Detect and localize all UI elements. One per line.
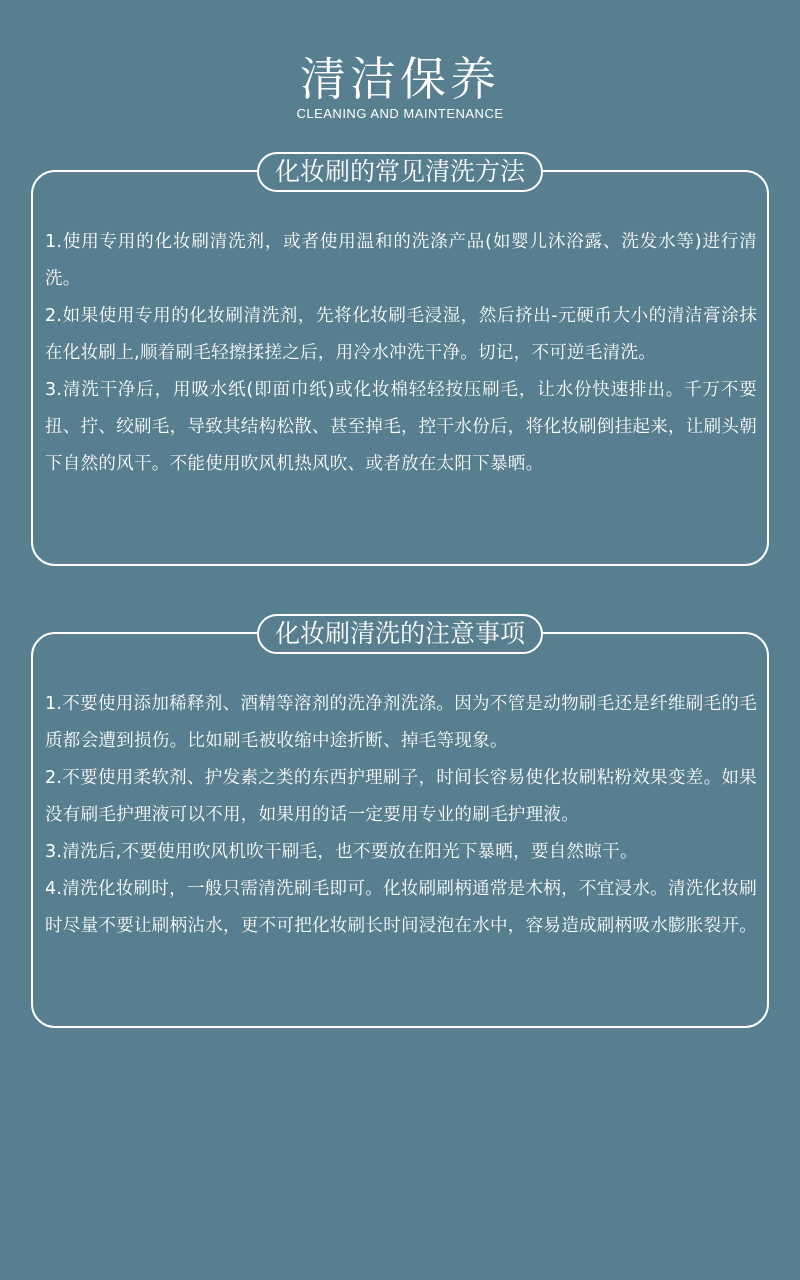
section-label-cleaning-notes: 化妆刷清洗的注意事项 [257, 614, 543, 654]
list-item: 3.清洗后,不要使用吹风机吹干刷毛，也不要放在阳光下暴晒，要自然晾干。 [45, 842, 638, 862]
list-item: 1.不要使用添加稀释剂、酒精等溶剂的洗净剂洗涤。因为不管是动物刷毛还是纤维刷毛的毛质都会遭到损伤。比如刷毛被收缩中途折断、掉毛等现象。 [45, 694, 757, 751]
cleaning-notes-card [31, 619, 769, 1028]
cleaning-methods-list [45, 224, 757, 483]
cleaning-notes-list [45, 686, 757, 945]
page-title: 清洁保养 [300, 52, 500, 106]
list-item: 2.不要使用柔软剂、护发素之类的东西护理刷子，时间长容易使化妆刷粘粉效果变差。如果没有刷毛护理液可以不用，如果用的话一定要用专业的刷毛护理液。 [45, 768, 757, 825]
section-label-cleaning-methods: 化妆刷的常见清洗方法 [257, 152, 543, 192]
list-item: 4.清洗化妆刷时，一般只需清洗刷毛即可。化妆刷刷柄通常是木柄，不宜浸水。清洗化妆刷时尽量不要让刷柄沾水，更不可把化妆刷长时间浸泡在水中，容易造成刷柄吸水膨胀裂开。 [45, 879, 757, 936]
page-subtitle: CLEANING AND MAINTENANCE [296, 106, 504, 121]
list-item: 2.如果使用专用的化妆刷清洗剂，先将化妆刷毛浸湿，然后挤出-元硬币大小的清洁膏涂抹在化妆刷上,顺着刷毛轻擦揉搓之后，用冷水冲洗干净。切记，不可逆毛清洗。 [45, 306, 757, 363]
list-item: 3.清洗干净后，用吸水纸(即面巾纸)或化妆棉轻轻按压刷毛，让水份快速排出。千万不要扭、拧、绞刷毛，导致其结构松散、甚至掉毛，控干水份后，将化妆刷倒挂起来，让刷头朝下自然的风干。不能使用吹风机热风吹、或者放在太阳下暴晒。 [45, 380, 757, 474]
cleaning-methods-card [31, 157, 769, 566]
list-item: 1.使用专用的化妆刷清洗剂，或者使用温和的洗涤产品(如婴儿沐浴露、洗发水等)进行清洗。 [45, 232, 757, 289]
